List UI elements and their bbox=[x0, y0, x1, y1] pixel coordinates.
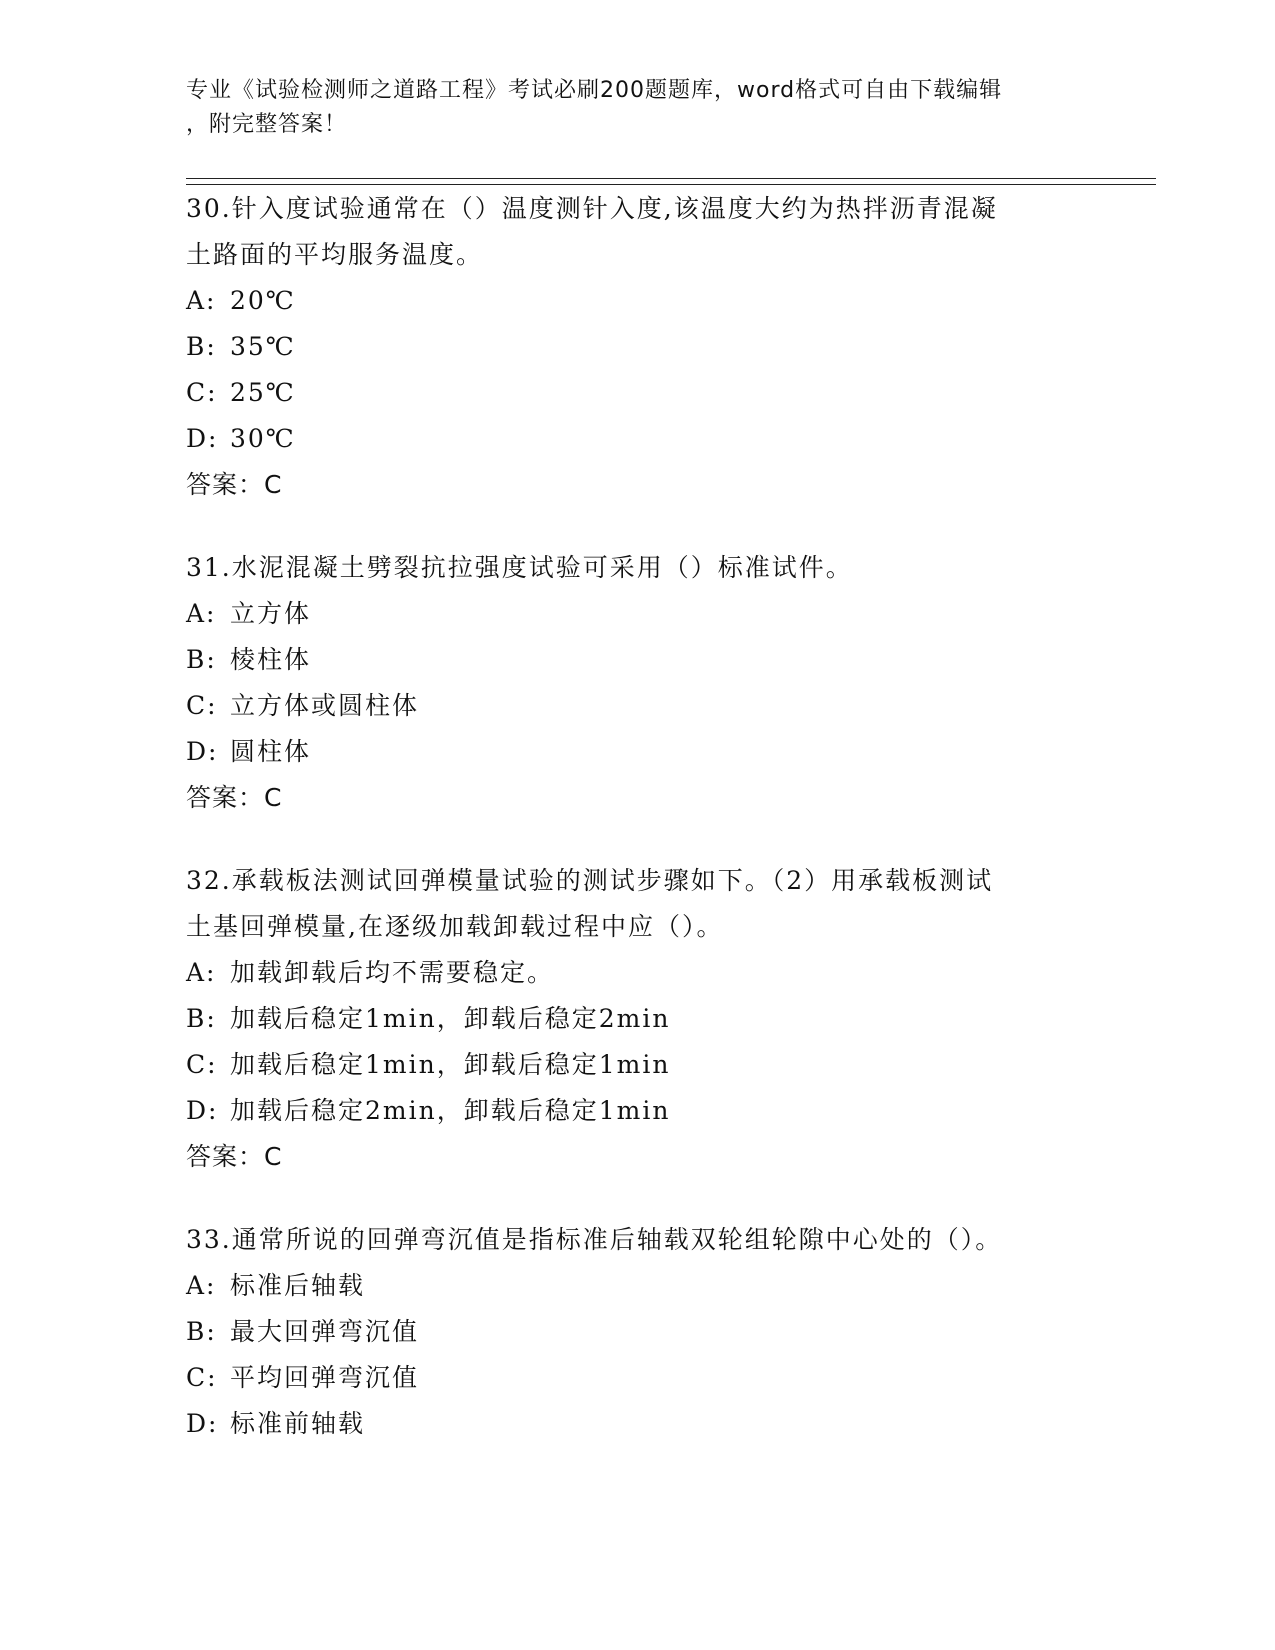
option-label: B: bbox=[186, 332, 217, 361]
option-b bbox=[186, 637, 1066, 683]
option-label: D: bbox=[186, 1096, 219, 1125]
option-text: 加载后稳定2min，卸载后稳定1min bbox=[230, 1096, 671, 1125]
option-label: B: bbox=[186, 645, 217, 674]
question-text-continued: 土基回弹模量,在逐级加载卸载过程中应（）。 bbox=[186, 912, 724, 941]
question-text: 33.通常所说的回弹弯沉值是指标准后轴载双轮组轮隙中心处的（）。 bbox=[186, 1225, 1003, 1254]
option-d bbox=[186, 729, 1066, 775]
option-b bbox=[186, 996, 1066, 1042]
option-label: A: bbox=[186, 1271, 217, 1300]
option-label: A: bbox=[186, 958, 217, 987]
option-d bbox=[186, 1401, 1066, 1447]
header-line-2: ，附完整答案！ bbox=[186, 112, 348, 137]
option-d bbox=[186, 1088, 1066, 1134]
option-a bbox=[186, 950, 1066, 996]
question-text: 31.水泥混凝土劈裂抗拉强度试验可采用（）标准试件。 bbox=[186, 553, 853, 582]
question-32 bbox=[186, 858, 1066, 1180]
option-label: A: bbox=[186, 599, 217, 628]
answer: 答案：C bbox=[186, 1142, 283, 1171]
question-text: 30.针入度试验通常在（）温度测针入度,该温度大约为热拌沥青混凝 bbox=[186, 194, 998, 223]
option-a bbox=[186, 591, 1066, 637]
option-text: 最大回弹弯沉值 bbox=[230, 1317, 420, 1346]
option-text: 标准前轴载 bbox=[230, 1409, 366, 1438]
option-label: C: bbox=[186, 1050, 218, 1079]
option-a bbox=[186, 1263, 1066, 1309]
option-label: C: bbox=[186, 691, 218, 720]
option-text: 20℃ bbox=[230, 286, 296, 315]
option-c bbox=[186, 1042, 1066, 1088]
question-list bbox=[186, 186, 1066, 1484]
question-30 bbox=[186, 186, 1066, 508]
question-text-continued: 土路面的平均服务温度。 bbox=[186, 240, 484, 269]
option-label: D: bbox=[186, 424, 219, 453]
option-c bbox=[186, 1355, 1066, 1401]
option-label: C: bbox=[186, 378, 218, 407]
header-line-1: 专业《试验检测师之道路工程》考试必刷200题题库，word格式可自由下载编辑 bbox=[186, 78, 1003, 103]
option-label: B: bbox=[186, 1004, 217, 1033]
option-label: A: bbox=[186, 286, 217, 315]
option-label: C: bbox=[186, 1363, 218, 1392]
option-a bbox=[186, 278, 1066, 324]
option-b bbox=[186, 1309, 1066, 1355]
answer: 答案：C bbox=[186, 783, 283, 812]
option-d bbox=[186, 416, 1066, 462]
option-c bbox=[186, 370, 1066, 416]
option-b bbox=[186, 324, 1066, 370]
option-text: 加载后稳定1min，卸载后稳定1min bbox=[230, 1050, 671, 1079]
document-header bbox=[186, 74, 1066, 142]
option-label: B: bbox=[186, 1317, 217, 1346]
option-label: D: bbox=[186, 737, 219, 766]
option-text: 加载卸载后均不需要稳定。 bbox=[230, 958, 555, 987]
option-text: 圆柱体 bbox=[230, 737, 312, 766]
header-divider-bottom bbox=[186, 184, 1156, 185]
option-text: 35℃ bbox=[230, 332, 296, 361]
question-33 bbox=[186, 1217, 1066, 1447]
option-text: 平均回弹弯沉值 bbox=[230, 1363, 420, 1392]
option-text: 棱柱体 bbox=[230, 645, 312, 674]
option-text: 30℃ bbox=[230, 424, 296, 453]
option-c bbox=[186, 683, 1066, 729]
question-text: 32.承载板法测试回弹模量试验的测试步骤如下。（2）用承载板测试 bbox=[186, 866, 994, 895]
option-label: D: bbox=[186, 1409, 219, 1438]
answer: 答案：C bbox=[186, 470, 283, 499]
option-text: 立方体或圆柱体 bbox=[230, 691, 420, 720]
header-divider-top bbox=[186, 178, 1156, 179]
question-31 bbox=[186, 545, 1066, 821]
option-text: 标准后轴载 bbox=[230, 1271, 366, 1300]
option-text: 立方体 bbox=[230, 599, 312, 628]
option-text: 25℃ bbox=[230, 378, 296, 407]
option-text: 加载后稳定1min，卸载后稳定2min bbox=[230, 1004, 671, 1033]
